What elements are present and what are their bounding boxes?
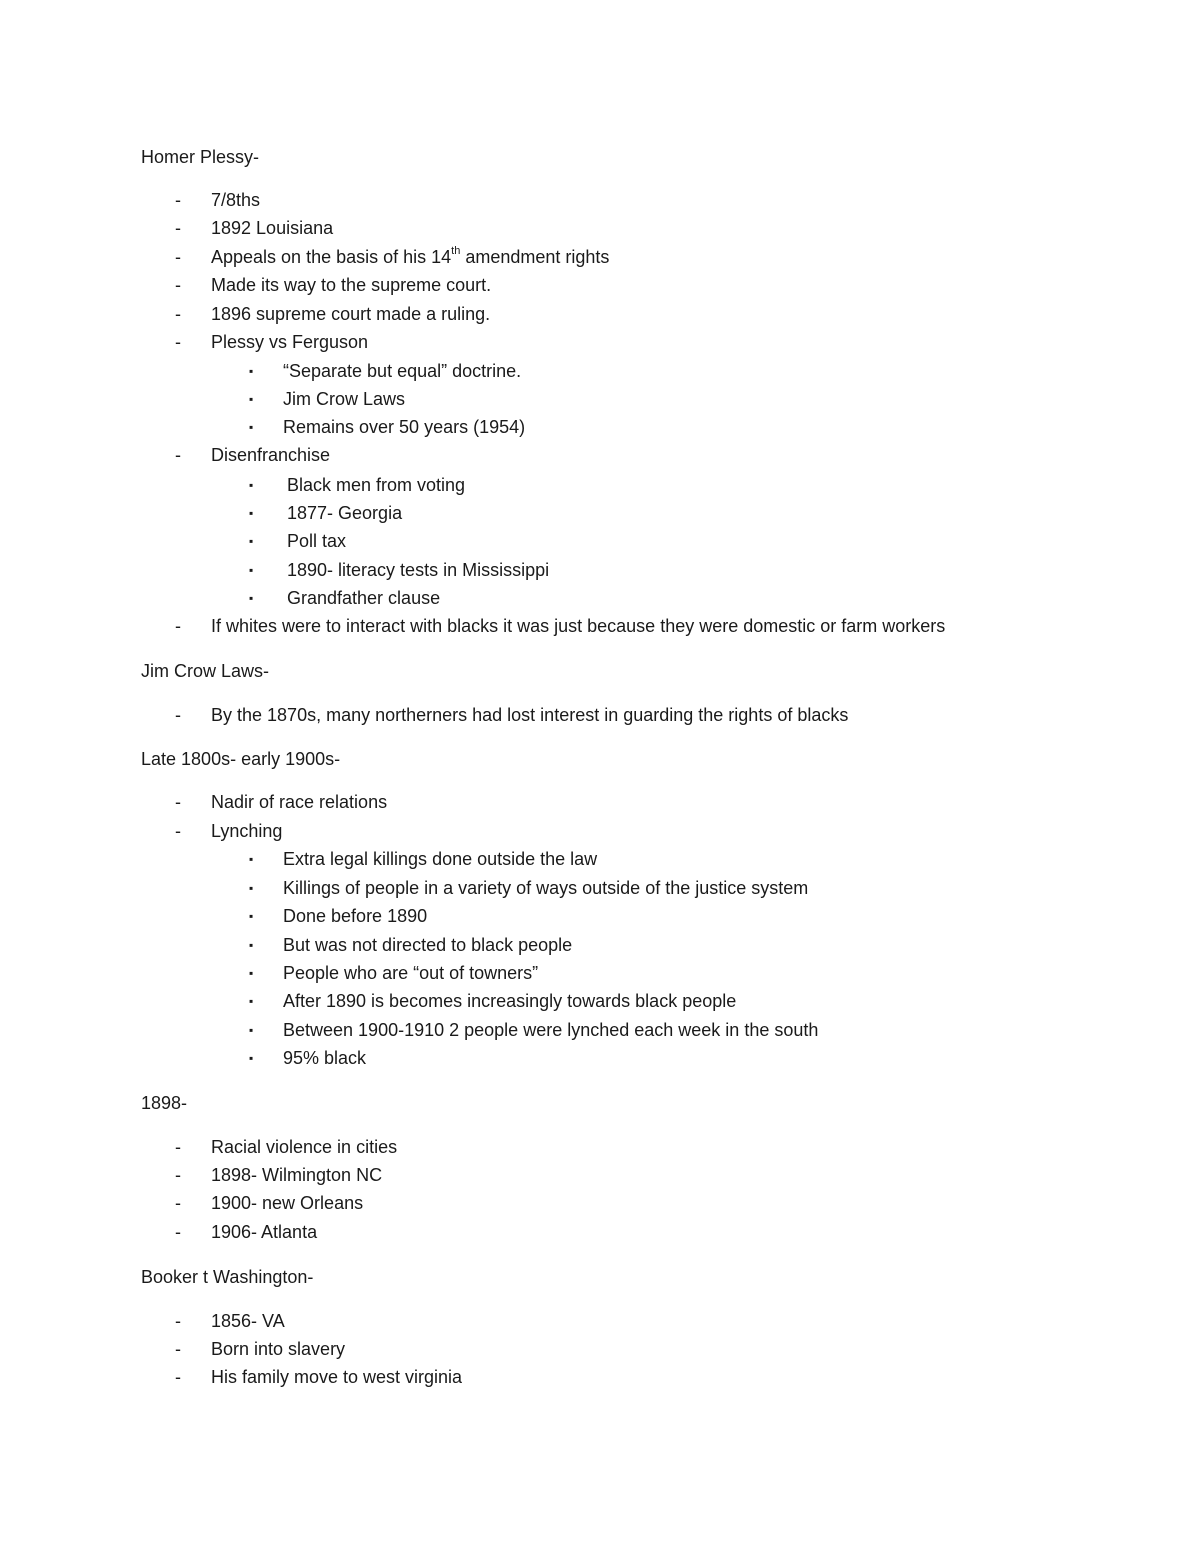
square-bullet-icon: ▪ [249,534,254,548]
square-bullet-icon: ▪ [249,1023,254,1037]
dash-marker: - [175,445,181,465]
dash-marker: - [175,247,181,267]
sub-list-item: Between 1900-1910 2 people were lynched each week in the south [283,1020,819,1040]
section-heading-late-1800s: Late 1800s- early 1900s- [141,749,341,769]
dash-marker: - [175,1165,181,1185]
square-bullet-icon: ▪ [249,938,254,952]
sub-list-item: After 1890 is becomes increasingly towards black people [283,991,737,1011]
sub-list-item: Killings of people in a variety of ways outside of the justice system [283,878,809,898]
list-item: Lynching [211,821,283,841]
square-bullet-icon: ▪ [249,392,254,406]
list-item: 1900- new Orleans [211,1193,364,1213]
square-bullet-icon: ▪ [249,563,254,577]
sub-list-item: “Separate but equal” doctrine. [283,361,522,381]
list-item: 1856- VA [211,1311,285,1331]
list-item: 1906- Atlanta [211,1222,318,1242]
dash-marker: - [175,304,181,324]
square-bullet-icon: ▪ [249,506,254,520]
list-item: 1892 Louisiana [211,218,334,238]
list-item-text-rest: amendment rights [460,247,610,267]
square-bullet-icon: ▪ [249,966,254,980]
list-item: His family move to west virginia [211,1367,463,1387]
sub-list-item: People who are “out of towners” [283,963,539,983]
dash-marker: - [175,218,181,238]
dash-marker: - [175,190,181,210]
square-bullet-icon: ▪ [249,881,254,895]
sub-list-item: Jim Crow Laws [283,389,406,409]
dash-marker: - [175,1222,181,1242]
dash-marker: - [175,1193,181,1213]
list-item: 7/8ths [211,190,261,210]
section-heading-booker: Booker t Washington- [141,1267,314,1287]
list-item: Plessy vs Ferguson [211,332,369,352]
sub-list-item: Done before 1890 [283,906,428,926]
list-item: Made its way to the supreme court. [211,275,492,295]
square-bullet-icon: ▪ [249,364,254,378]
superscript: th [451,245,461,257]
dash-marker: - [175,1339,181,1359]
dash-marker: - [175,616,181,636]
section-heading-1898: 1898- [141,1093,188,1113]
dash-marker: - [175,1311,181,1331]
square-bullet-icon: ▪ [249,852,254,866]
list-item-text: Appeals on the basis of his 14 [211,247,452,267]
square-bullet-icon: ▪ [249,909,254,923]
list-item: Racial violence in cities [211,1137,398,1157]
square-bullet-icon: ▪ [249,994,254,1008]
sub-list-item: 1890- literacy tests in Mississippi [287,560,550,580]
list-item [211,246,609,268]
list-item: 1898- Wilmington NC [211,1165,383,1185]
list-item: Disenfranchise [211,445,331,465]
dash-marker: - [175,332,181,352]
list-item: By the 1870s, many northerners had lost interest in guarding the rights of blacks [211,705,849,725]
list-item: 1896 supreme court made a ruling. [211,304,491,324]
square-bullet-icon: ▪ [249,420,254,434]
square-bullet-icon: ▪ [249,1051,254,1065]
sub-list-item: Black men from voting [287,475,466,495]
sub-list-item: Grandfather clause [287,588,441,608]
square-bullet-icon: ▪ [249,591,254,605]
dash-marker: - [175,792,181,812]
dash-marker: - [175,1137,181,1157]
section-heading-plessy: Homer Plessy- [141,147,260,167]
sub-list-item: Remains over 50 years (1954) [283,417,526,437]
sub-list-item: Extra legal killings done outside the law [283,849,598,869]
sub-list-item: But was not directed to black people [283,935,573,955]
sub-list-item: 1877- Georgia [287,503,403,523]
sub-list-item: 95% black [283,1048,367,1068]
dash-marker: - [175,821,181,841]
sub-list-item: Poll tax [287,531,347,551]
dash-marker: - [175,705,181,725]
list-item: Nadir of race relations [211,792,388,812]
square-bullet-icon: ▪ [249,478,254,492]
list-item: Born into slavery [211,1339,346,1359]
list-item: If whites were to interact with blacks it was just because they were domestic or farm workers [211,616,946,636]
section-heading-jim-crow: Jim Crow Laws- [141,661,270,681]
dash-marker: - [175,1367,181,1387]
dash-marker: - [175,275,181,295]
